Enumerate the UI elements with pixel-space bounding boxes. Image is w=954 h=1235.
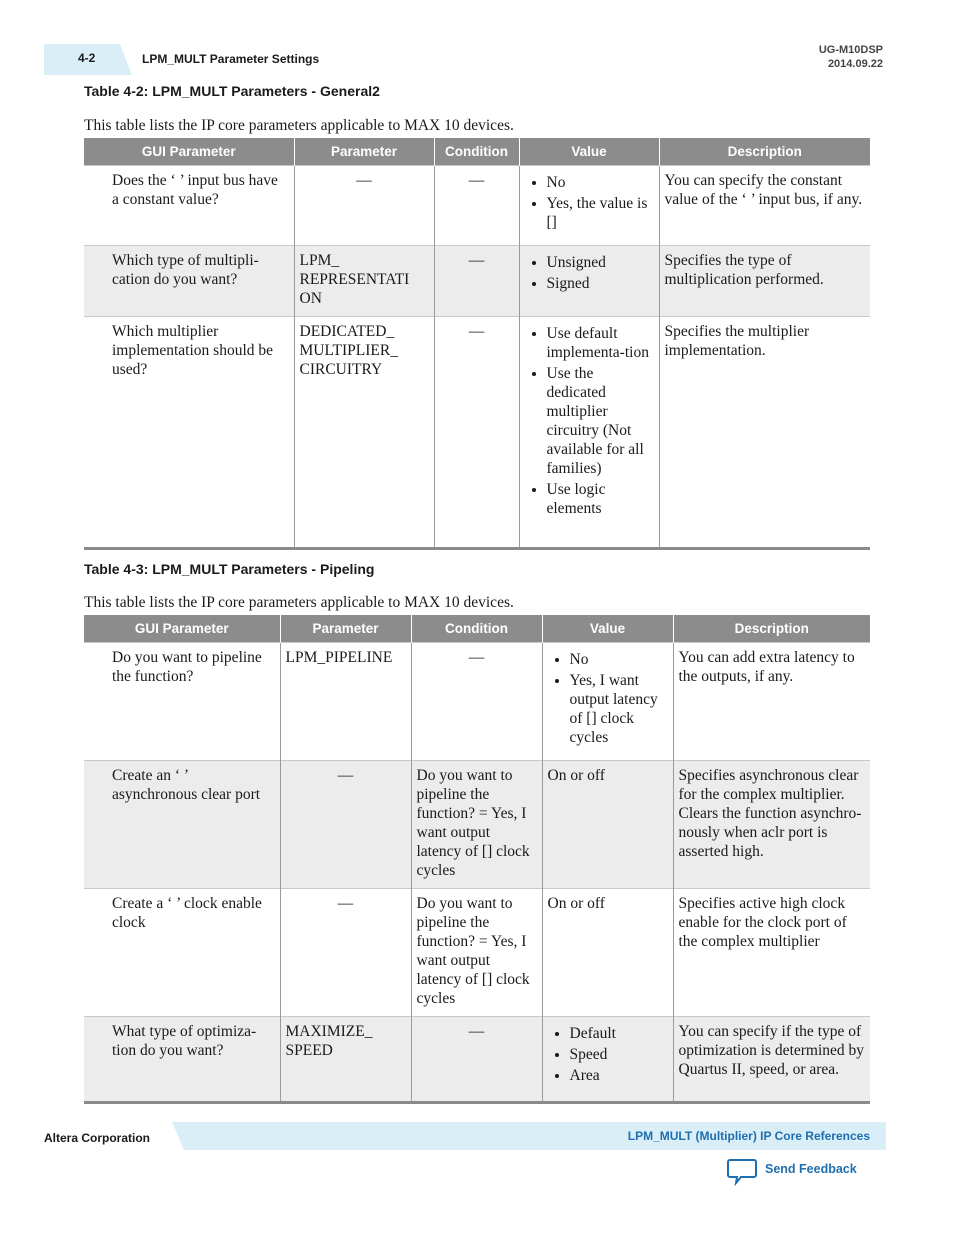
- table2-intro: This table lists the IP core parameters applicable to MAX 10 devices.: [84, 594, 514, 611]
- condition-cell: —: [434, 246, 519, 317]
- value-cell: On or off: [542, 889, 673, 1017]
- value-option: • Unsigned: [547, 253, 654, 272]
- gui-parameter-cell: What type of optimiza-tion do you want?: [84, 1017, 280, 1103]
- value-list: [525, 173, 654, 232]
- doc-date: 2014.09.22: [827, 58, 883, 70]
- speech-bubble-icon[interactable]: [727, 1158, 757, 1186]
- value-cell: [519, 166, 659, 246]
- column-header: GUI Parameter: [84, 138, 294, 166]
- value-option: • No: [570, 650, 668, 669]
- gui-parameter-cell: Which multiplier implementation should be used?: [84, 317, 294, 549]
- table-header-row: [84, 615, 870, 643]
- table-row: [84, 889, 870, 1017]
- column-header: Description: [659, 138, 870, 166]
- description-cell: Specifies asynchronous clear for the complex multiplier. Clears the function asynchro-nously when aclr port is asserted high.: [673, 761, 870, 889]
- table-row: [84, 246, 870, 317]
- gui-parameter-cell: Create a ‘ ’ clock enable clock: [84, 889, 280, 1017]
- doc-id: UG-M10DSP: [818, 44, 883, 56]
- value-cell: [519, 246, 659, 317]
- column-header: Description: [673, 615, 870, 643]
- value-option: • Use the dedicated multiplier circuitry (Not available for all families): [547, 364, 654, 478]
- value-option: • Yes, the value is []: [547, 194, 654, 232]
- footer-chapter-link[interactable]: LPM_MULT (Multiplier) IP Core References: [627, 1129, 870, 1143]
- value-option: • Use logic elements: [547, 480, 654, 518]
- value-option: • No: [547, 173, 654, 192]
- column-header: GUI Parameter: [84, 615, 280, 643]
- description-cell: You can specify the constant value of the ‘ ’ input bus, if any.: [659, 166, 870, 246]
- value-option: • Default: [570, 1024, 668, 1043]
- table-general2: [84, 138, 870, 550]
- value-list: [548, 1024, 668, 1085]
- description-cell: Specifies active high clock enable for the clock port of the complex multiplier: [673, 889, 870, 1017]
- parameter-cell: DEDICATED_ MULTIPLIER_ CIRCUITRY: [294, 317, 434, 549]
- parameter-cell: —: [280, 761, 411, 889]
- parameter-cell: —: [294, 166, 434, 246]
- table-pipeling: [84, 615, 870, 1104]
- description-cell: Specifies the multiplier implementation.: [659, 317, 870, 549]
- table-header-row: [84, 138, 870, 166]
- description-cell: You can add extra latency to the outputs, if any.: [673, 643, 870, 761]
- parameter-cell: LPM_ REPRESENTATI ON: [294, 246, 434, 317]
- gui-parameter-cell: Does the ‘ ’ input bus have a constant value?: [84, 166, 294, 246]
- value-cell: [542, 643, 673, 761]
- footer-company: Altera Corporation: [44, 1131, 151, 1145]
- column-header: Parameter: [280, 615, 411, 643]
- value-option: • Yes, I want output latency of [] clock cycles: [570, 671, 668, 747]
- condition-cell: —: [411, 643, 542, 761]
- column-header: Parameter: [294, 138, 434, 166]
- table1-caption: Table 4-2: LPM_MULT Parameters - General2: [84, 83, 380, 99]
- table-row: [84, 1017, 870, 1103]
- column-header: Condition: [411, 615, 542, 643]
- section-title: LPM_MULT Parameter Settings: [142, 52, 320, 66]
- condition-cell: —: [411, 1017, 542, 1103]
- value-cell: [542, 1017, 673, 1103]
- doc-info: [819, 43, 883, 71]
- table-row: [84, 166, 870, 246]
- value-list: [525, 324, 654, 518]
- parameter-cell: LPM_PIPELINE: [280, 643, 411, 761]
- column-header: Value: [519, 138, 659, 166]
- condition-cell: —: [434, 317, 519, 549]
- parameter-cell: MAXIMIZE_ SPEED: [280, 1017, 411, 1103]
- column-header: Condition: [434, 138, 519, 166]
- value-cell: [519, 317, 659, 549]
- column-header: Value: [542, 615, 673, 643]
- condition-cell: Do you want to pipeline the function? = Yes, I want output latency of [] clock cycles: [411, 761, 542, 889]
- value-cell: On or off: [542, 761, 673, 889]
- value-option: • Area: [570, 1066, 668, 1085]
- description-cell: You can specify if the type of optimization is determined by Quartus II, speed, or area.: [673, 1017, 870, 1103]
- gui-parameter-cell: Do you want to pipeline the function?: [84, 643, 280, 761]
- value-option: • Use default implementa-tion: [547, 324, 654, 362]
- gui-parameter-cell: Create an ‘ ’ asynchronous clear port: [84, 761, 280, 889]
- gui-parameter-cell: Which type of multipli-cation do you want?: [84, 246, 294, 317]
- table1-intro: This table lists the IP core parameters applicable to MAX 10 devices.: [84, 117, 514, 134]
- value-option: • Speed: [570, 1045, 668, 1064]
- table-row: [84, 643, 870, 761]
- page-number: 4-2: [78, 51, 96, 65]
- send-feedback-link[interactable]: Send Feedback: [765, 1162, 857, 1176]
- table2-caption: Table 4-3: LPM_MULT Parameters - Pipeling: [84, 561, 375, 577]
- condition-cell: Do you want to pipeline the function? = Yes, I want output latency of [] clock cycles: [411, 889, 542, 1017]
- table-row: [84, 761, 870, 889]
- condition-cell: —: [434, 166, 519, 246]
- value-option: • Signed: [547, 274, 654, 293]
- parameter-cell: —: [280, 889, 411, 1017]
- value-list: [525, 253, 654, 293]
- description-cell: Specifies the type of multiplication performed.: [659, 246, 870, 317]
- table-row: [84, 317, 870, 549]
- value-list: [548, 650, 668, 747]
